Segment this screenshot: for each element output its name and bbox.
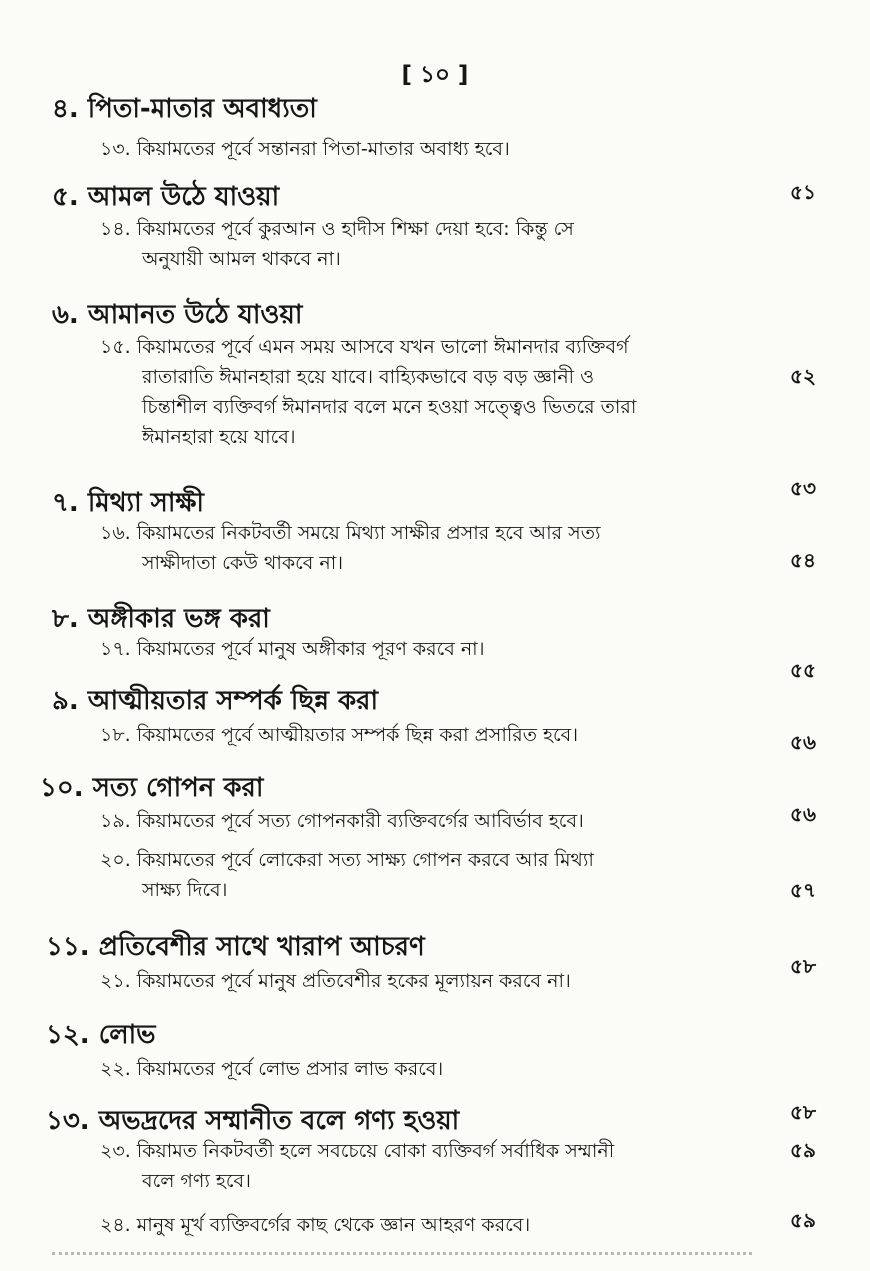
toc-entry-13 [100, 134, 760, 164]
toc-entry-22 [100, 1054, 760, 1084]
section-heading-9: ৯. আত্মীয়তার সম্পর্ক ছিন্ন করা [52, 686, 378, 716]
toc-entry-24 [100, 1210, 760, 1240]
entry-line: ২২. কিয়ামতের পূর্বে লোভ প্রসার লাভ করবে। [100, 1058, 444, 1080]
page-ref: ৫৯ [790, 1208, 816, 1232]
toc-entry-23 [100, 1136, 760, 1196]
entry-line: ১৩. কিয়ামতের পূর্বে সন্তানরা পিতা-মাতার অবাধ্য হবে। [100, 138, 510, 160]
page-ref: ৫৪ [790, 548, 816, 572]
toc-entry-15 [100, 332, 760, 452]
entry-line: ২১. কিয়ামতের পূর্বে মানুষ প্রতিবেশীর হকের মূল্যায়ন করবে না। [100, 970, 571, 992]
toc-entry-21 [100, 966, 760, 996]
entry-line: রাতারাতি ঈমানহারা হয়ে যাবে। বাহ্যিকভাবে বড় বড় জ্ঞানী ও [142, 366, 595, 388]
toc-entry-14 [100, 214, 760, 274]
toc-entry-17 [100, 634, 760, 664]
page-ref: ৫৯ [790, 1138, 816, 1162]
entry-line: ২৩. কিয়ামত নিকটবর্তী হলে সবচেয়ে বোকা ব্যক্তিবর্গ সর্বাধিক সম্মানী [100, 1140, 615, 1162]
entry-line: ১৫. কিয়ামতের পূর্বে এমন সময় আসবে যখন ভালো ঈমানদার ব্যক্তিবর্গ [100, 336, 629, 358]
entry-line: ১৬. কিয়ামতের নিকটবর্তী সময়ে মিথ্যা সাক্ষীর প্রসার হবে আর সত্য [100, 522, 601, 544]
section-heading-4: ৪. পিতা-মাতার অবাধ্যতা [52, 94, 317, 124]
entry-line: ১৯. কিয়ামতের পূর্বে সত্য গোপনকারী ব্যক্তিবর্গের আবির্ভাব হবে। [100, 810, 584, 832]
section-heading-7: ৭. মিথ্যা সাক্ষী [52, 488, 204, 518]
page-ref: ৫৬ [790, 730, 816, 754]
toc-entry-19 [100, 806, 760, 836]
entry-line: অনুযায়ী আমল থাকবে না। [142, 248, 341, 270]
page-number: [ ১০ ] [401, 62, 469, 88]
entry-line: ঈমানহারা হয়ে যাবে। [142, 426, 296, 448]
page-ref: ৫২ [790, 364, 816, 388]
entry-line: সাক্ষ্য দিবে। [142, 879, 228, 901]
page-ref: ৫৫ [790, 658, 816, 682]
section-heading-11: ১১. প্রতিবেশীর সাথে খারাপ আচরণ [46, 932, 425, 962]
section-heading-12: ১২. লোভ [46, 1020, 156, 1050]
section-heading-13: ১৩. অভদ্রদের সম্মানীত বলে গণ্য হওয়া [46, 1106, 460, 1136]
toc-entry-16 [100, 518, 760, 578]
page-ref: ৫১ [790, 180, 816, 204]
toc-entry-18 [100, 720, 760, 750]
entry-line: ২৪. মানুষ মূর্খ ব্যক্তিবর্গের কাছ থেকে জ্ঞান আহরণ করবে। [100, 1214, 531, 1236]
page-ref: ৫৮ [790, 1100, 816, 1124]
entry-line: ২০. কিয়ামতের পূর্বে লোকেরা সত্য সাক্ষ্য গোপন করবে আর মিথ্যা [100, 849, 594, 871]
section-heading-8: ৮. অঙ্গীকার ভঙ্গ করা [52, 604, 270, 634]
entry-line: সাক্ষীদাতা কেউ থাকবে না। [142, 552, 344, 574]
toc-entry-20 [100, 845, 760, 905]
section-heading-6: ৬. আমানত উঠে যাওয়া [52, 300, 303, 330]
entry-line: ১৪. কিয়ামতের পূর্বে কুরআন ও হাদীস শিক্ষা দেয়া হবে: কিন্তু সে [100, 218, 574, 240]
page-ref: ৫৭ [790, 878, 816, 902]
entry-line: ১৮. কিয়ামতের পূর্বে আত্মীয়তার সম্পর্ক ছিন্ন করা প্রসারিত হবে। [100, 724, 579, 746]
entry-line: বলে গণ্য হবে। [142, 1170, 251, 1192]
entry-line: চিন্তাশীল ব্যক্তিবর্গ ঈমানদার বলে মনে হওয়া সত্ত্বেও ভিতরে তারা [142, 396, 637, 418]
section-heading-5: ৫. আমল উঠে যাওয়া [52, 182, 280, 212]
page-ref: ৫৬ [790, 802, 816, 826]
cut-off-next-line [52, 1252, 752, 1271]
entry-line: ১৭. কিয়ামতের পূর্বে মানুষ অঙ্গীকার পূরণ করবে না। [100, 638, 485, 660]
section-heading-10: ১০. সত্য গোপন করা [40, 773, 264, 803]
page-ref: ৫৩ [790, 476, 816, 500]
page-ref: ৫৮ [790, 954, 816, 978]
